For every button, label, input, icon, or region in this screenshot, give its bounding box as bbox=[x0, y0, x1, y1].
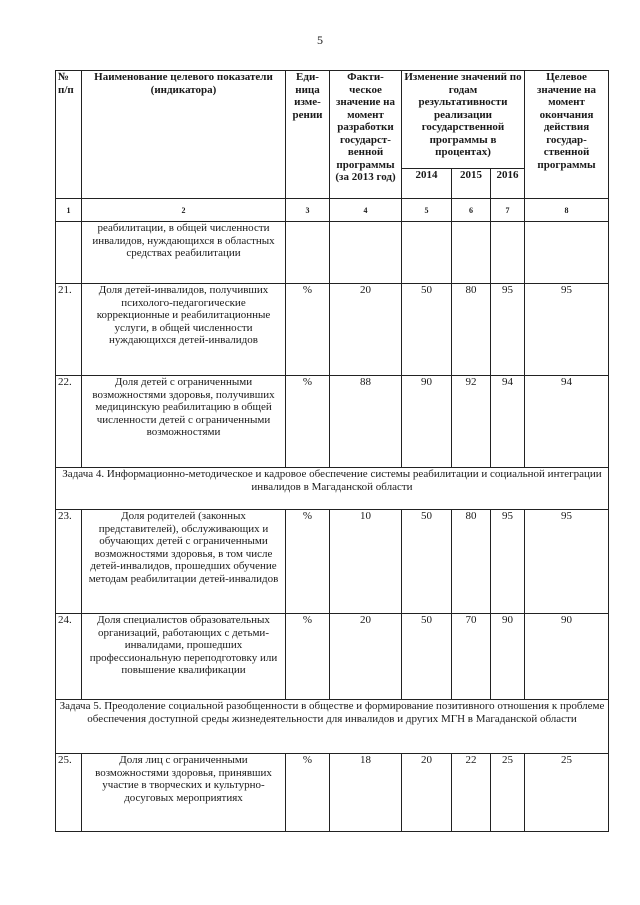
value-2015: 92 bbox=[452, 376, 491, 468]
index-cell: 8 bbox=[525, 199, 609, 222]
target-value: 25 bbox=[525, 754, 609, 832]
target-value: 90 bbox=[525, 614, 609, 700]
value-2014: 90 bbox=[402, 376, 452, 468]
value-2016: 90 bbox=[491, 614, 525, 700]
target-value: 95 bbox=[525, 510, 609, 614]
table-row bbox=[56, 376, 609, 468]
indicators-table bbox=[55, 70, 609, 832]
header-year-2014: 2014 bbox=[402, 169, 452, 199]
table-row bbox=[56, 510, 609, 614]
value-2015: 22 bbox=[452, 754, 491, 832]
row-number: 25. bbox=[56, 754, 82, 832]
header-unit: Еди- ница изме- рении bbox=[286, 71, 330, 199]
task-row bbox=[56, 700, 609, 754]
value-2014: 50 bbox=[402, 614, 452, 700]
value-2016: 94 bbox=[491, 376, 525, 468]
index-cell: 2 bbox=[82, 199, 286, 222]
value-2014: 20 bbox=[402, 754, 452, 832]
indicator-name: Доля детей с ограниченными возможностями здоровья, получивших медицинскую реабилитацию в общей численности детей с ограниченными возможностями bbox=[82, 376, 286, 468]
indicator-name: Доля родителей (законных представителей), обслуживающих и обучающих детей с ограниченными возможностями здоровья, в том числе детей-инвалидов, прошедших обучение методам реабилитации детей-инвалидов bbox=[82, 510, 286, 614]
header-change: Изменение значений по годам результативности реализации государственной программы в процентах) bbox=[402, 71, 525, 169]
row-number: 21. bbox=[56, 284, 82, 376]
value-2015: 70 bbox=[452, 614, 491, 700]
indicator-name: Доля лиц с ограниченными возможностями здоровья, принявших участие в творческих и культурно-досуговых мероприятиях bbox=[82, 754, 286, 832]
header-num: № п/п bbox=[56, 71, 82, 199]
unit-cell: % bbox=[286, 284, 330, 376]
value-2016: 95 bbox=[491, 284, 525, 376]
row-number: 23. bbox=[56, 510, 82, 614]
table-row bbox=[56, 614, 609, 700]
unit-cell: % bbox=[286, 614, 330, 700]
actual-value: 18 bbox=[330, 754, 402, 832]
header-actual: Факти- ческое значение на момент разработки государст- венной программы (за 2013 год) bbox=[330, 71, 402, 199]
header-name: Наименование целевого показатели (индикатора) bbox=[82, 71, 286, 199]
value-2016: 95 bbox=[491, 510, 525, 614]
value-2016: 25 bbox=[491, 754, 525, 832]
value-2014: 50 bbox=[402, 284, 452, 376]
target-value: 95 bbox=[525, 284, 609, 376]
index-cell: 3 bbox=[286, 199, 330, 222]
actual-value: 10 bbox=[330, 510, 402, 614]
table-row bbox=[56, 284, 609, 376]
header-year-2015: 2015 bbox=[452, 169, 491, 199]
value-2015: 80 bbox=[452, 510, 491, 614]
header-target: Целевое значение на момент окончания действия государ- ственной программы bbox=[525, 71, 609, 199]
page-number: 5 bbox=[317, 33, 323, 47]
index-row bbox=[56, 199, 609, 222]
actual-value: 20 bbox=[330, 284, 402, 376]
index-cell: 7 bbox=[491, 199, 525, 222]
index-cell: 5 bbox=[402, 199, 452, 222]
index-cell: 1 bbox=[56, 199, 82, 222]
index-cell: 4 bbox=[330, 199, 402, 222]
table-row bbox=[56, 222, 609, 284]
row-number: 22. bbox=[56, 376, 82, 468]
unit-cell: % bbox=[286, 376, 330, 468]
value-2014: 50 bbox=[402, 510, 452, 614]
task-4-heading: Задача 4. Информационно-методическое и кадровое обеспечение системы реабилитации и социальной интеграции инвалидов в Магаданской области bbox=[56, 468, 609, 510]
header-year-2016: 2016 bbox=[491, 169, 525, 199]
indicator-name: реабилитации, в общей численности инвалидов, нуждающихся в областных средствах реабилитации bbox=[82, 222, 286, 284]
unit-cell: % bbox=[286, 510, 330, 614]
actual-value: 88 bbox=[330, 376, 402, 468]
actual-value: 20 bbox=[330, 614, 402, 700]
task-row bbox=[56, 468, 609, 510]
table-row bbox=[56, 754, 609, 832]
row-number: 24. bbox=[56, 614, 82, 700]
unit-cell: % bbox=[286, 754, 330, 832]
value-2015: 80 bbox=[452, 284, 491, 376]
task-5-heading: Задача 5. Преодоление социальной разобщенности в обществе и формирование позитивного отношения к проблеме обеспечения доступной среды жизнедеятельности для инвалидов и других МГН в Магаданской области bbox=[56, 700, 609, 754]
index-cell: 6 bbox=[452, 199, 491, 222]
target-value: 94 bbox=[525, 376, 609, 468]
indicator-name: Доля специалистов образовательных организаций, работающих с детьми-инвалидами, прошедших профессиональную переподготовку или повышение квалификации bbox=[82, 614, 286, 700]
indicator-name: Доля детей-инвалидов, получивших психолого-педагогические коррекционные и реабилитационные услуги, в общей численности нуждающихся детей-инвалидов bbox=[82, 284, 286, 376]
